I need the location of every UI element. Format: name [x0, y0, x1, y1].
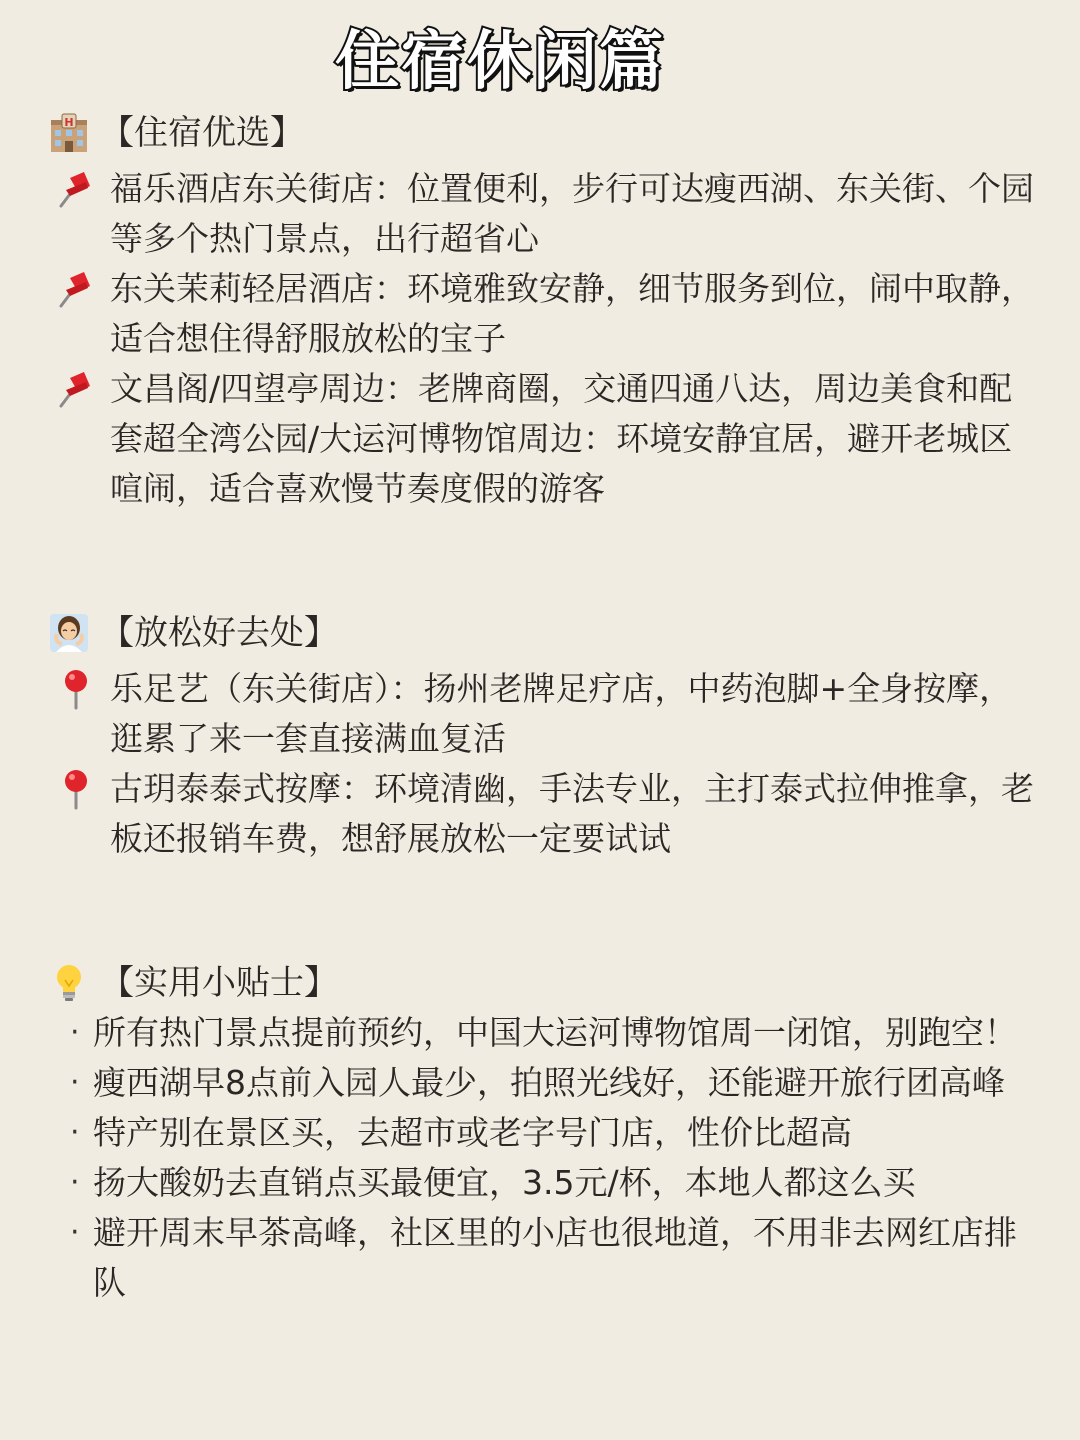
list-item: [48, 1158, 1038, 1208]
pushpin-icon: [56, 268, 96, 310]
list-item: [48, 664, 1038, 764]
section-header-label: 【住宿优选】: [100, 113, 304, 153]
list-item-text: 文昌阁/四望亭周边：老牌商圈，交通四通八达，周边美食和配套超全湾公园/大运河博物馆周边：环境安静宜居，避开老城区喧闹，适合喜欢慢节奏度假的游客: [110, 369, 1013, 508]
massage-person-icon: [48, 612, 90, 654]
section-header-label: 【放松好去处】: [100, 613, 338, 653]
list-item-text: 避开周末早茶高峰，社区里的小店也很地道，不用非去网红店排队: [93, 1213, 1017, 1302]
bullet: ·: [70, 1215, 80, 1250]
round-pushpin-icon: [56, 668, 96, 710]
bullet: ·: [70, 1115, 80, 1150]
list-item-text: 瘦西湖早8点前入园人最少，拍照光线好，还能避开旅行团高峰: [93, 1063, 1005, 1102]
pushpin-icon: [56, 168, 96, 210]
list-item: [48, 364, 1038, 514]
list-item: [48, 1058, 1038, 1108]
list-item-text: 扬大酸奶去直销点买最便宜，3.5元/杯，本地人都这么买: [93, 1163, 916, 1202]
list-item-text: 乐足艺（东关街店）：扬州老牌足疗店，中药泡脚+全身按摩，逛累了来一套直接满血复活: [110, 669, 1013, 758]
page-title: 住宿休闲篇: [335, 25, 665, 99]
list-item: [48, 764, 1038, 864]
section-header: [48, 958, 1038, 1008]
section-relax: [48, 608, 1038, 864]
section-header: [48, 608, 1038, 658]
list-item-text: 古玥泰泰式按摩：环境清幽，手法专业，主打泰式拉伸推拿，老板还报销车费，想舒展放松一定要试试: [110, 769, 1034, 858]
bullet: ·: [70, 1165, 80, 1200]
light-bulb-icon: [48, 962, 90, 1004]
list-item-text: 特产别在景区买，去超市或老字号门店，性价比超高: [93, 1113, 852, 1152]
list-item: [48, 1108, 1038, 1158]
list-item-text: 福乐酒店东关街店：位置便利，步行可达瘦西湖、东关街、个园等多个热门景点，出行超省心: [110, 169, 1034, 258]
section-lodging: [48, 108, 1038, 514]
list-item: [48, 164, 1038, 264]
section-tips: [48, 958, 1038, 1308]
round-pushpin-icon: [56, 768, 96, 810]
list-item: [48, 1208, 1038, 1308]
hotel-icon: [48, 112, 90, 154]
bullet: ·: [70, 1015, 80, 1050]
list-item: [48, 264, 1038, 364]
section-header: [48, 108, 1038, 158]
bullet: ·: [70, 1065, 80, 1100]
list-item: [48, 1008, 1038, 1058]
svg-text:H: H: [64, 116, 74, 129]
list-item-text: 所有热门景点提前预约，中国大运河博物馆周一闭馆，别跑空！: [93, 1013, 1017, 1052]
section-header-label: 【实用小贴士】: [100, 963, 338, 1003]
pushpin-icon: [56, 368, 96, 410]
list-item-text: 东关茉莉轻居酒店：环境雅致安静，细节服务到位，闹中取静，适合想住得舒服放松的宝子: [110, 269, 1034, 358]
